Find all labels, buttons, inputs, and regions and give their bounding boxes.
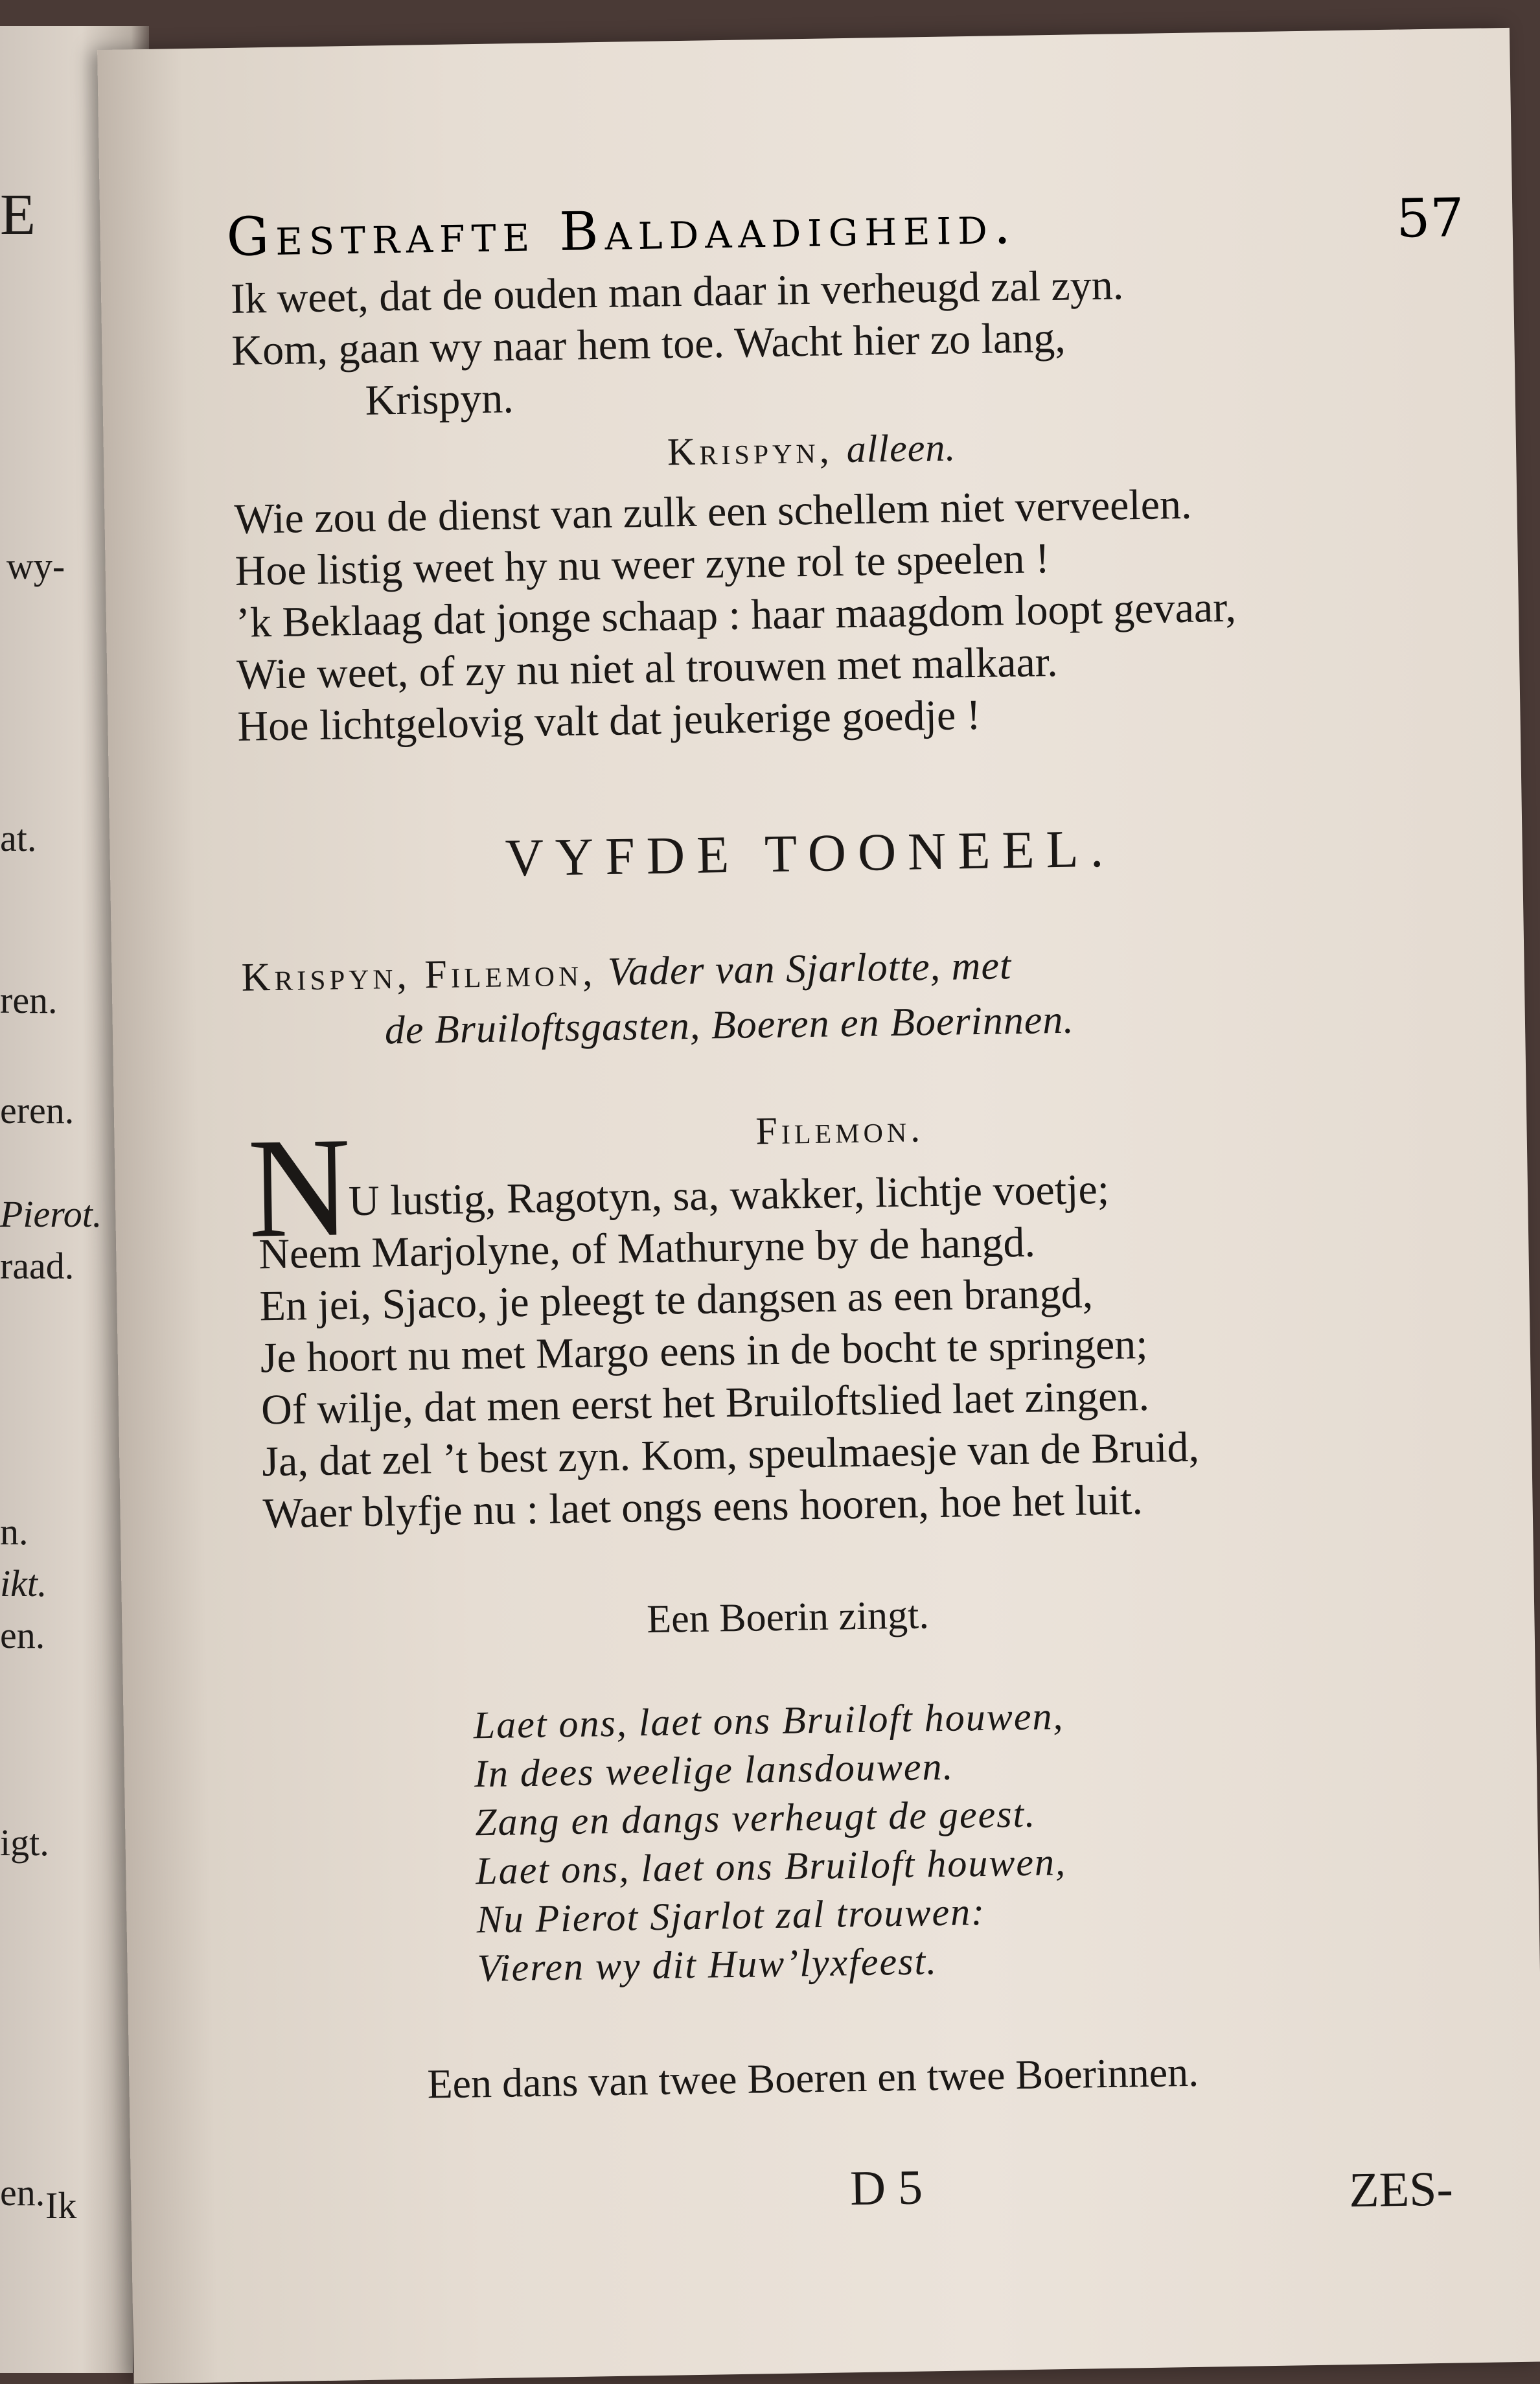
song-line: Nu Pierot Sjarlot zal trouwen:: [476, 1890, 986, 1941]
left-fragment: Pierot.: [0, 1193, 102, 1235]
verse-line: Je hoort nu met Margo eens in de bocht te springen;: [260, 1320, 1149, 1382]
verse-line: Wie zou de dienst van zulk een schellem niet verveelen.: [233, 480, 1193, 543]
verse-line: Of wilje, dat men eerst het Bruiloftslied laet zingen.: [260, 1372, 1150, 1434]
song-line: Laet ons, laet ons Bruiloft houwen,: [473, 1695, 1064, 1747]
stage-direction: Een dans van twee Boeren en twee Boerinnen.: [426, 2048, 1199, 2107]
cast-description: Vader van Sjarlotte, met: [607, 943, 1012, 994]
song-line: In dees weelige lansdouwen.: [474, 1744, 954, 1796]
song-line: Vieren wy dit Huw’lyxfeest.: [477, 1939, 938, 1990]
cast-line: [384, 997, 1074, 1054]
speaker-heading: [667, 425, 956, 474]
left-fragment: raad.: [0, 1245, 75, 1287]
verse-line: Ik weet, dat de ouden man daar in verheugd zal zyn.: [230, 261, 1124, 323]
speaker-note: alleen.: [846, 426, 956, 471]
catchword: ZES-: [1348, 2161, 1454, 2218]
left-fragment: en.: [0, 2171, 45, 2214]
verse-line: Hoe lichtgelovig valt dat jeukerige goedje !: [236, 691, 982, 750]
left-fragment: wy-: [6, 545, 65, 587]
left-fragment: Ik: [45, 2184, 77, 2227]
left-fragment: E: [0, 183, 36, 247]
cast-line: [241, 943, 1012, 1001]
song-line: Laet ons, laet ons Bruiloft houwen,: [475, 1840, 1067, 1893]
verse-line: Wie weet, of zy nu niet al trouwen met malkaar.: [236, 638, 1059, 699]
verse-line: U lustig, Ragotyn, sa, wakker, lichtje voetje;: [348, 1165, 1110, 1225]
drop-capital: N: [246, 1107, 352, 1267]
cast-description: de Bruiloftsgasten, Boeren en Boerinnen.: [384, 997, 1075, 1053]
speaker-name: Filemon.: [755, 1107, 925, 1153]
scene-title: VYFDE TOONEEL.: [505, 818, 1116, 888]
left-fragment: at.: [0, 817, 37, 859]
speaker-heading: [755, 1106, 925, 1153]
left-fragment: en.: [0, 1614, 45, 1656]
verse-line: Neem Marjolyne, of Mathuryne by de hangd.: [258, 1218, 1036, 1279]
verse-line: ’k Beklaag dat jonge schaap : haar maagdom loopt gevaar,: [235, 583, 1237, 647]
book-page: [97, 28, 1540, 2384]
left-fragment: ikt.: [0, 1562, 47, 1604]
cast-names: Krispyn, Filemon,: [241, 950, 597, 1000]
page-number: 57: [1396, 187, 1465, 250]
left-fragment: eren.: [0, 1089, 75, 1131]
verse-line: En jei, Sjaco, je pleegt te dangsen as een brangd,: [259, 1269, 1094, 1330]
stage-direction: Een Boerin zingt.: [646, 1593, 930, 1642]
verse-line: Krispyn.: [365, 375, 514, 424]
verse-line: Kom, gaan wy naar hem toe. Wacht hier zo lang,: [231, 314, 1066, 375]
running-head: [226, 187, 1464, 272]
speaker-name: Krispyn,: [667, 428, 834, 474]
left-fragment: igt.: [0, 1822, 49, 1864]
running-title: Gestrafte Baldaadigheid.: [225, 194, 1018, 269]
verse-line: Hoe listig weet hy nu weer zyne rol te speelen !: [235, 535, 1050, 595]
verse-line: Ja, dat zel ’t best zyn. Kom, speulmaesje van de Bruid,: [261, 1423, 1200, 1486]
left-fragment: ren.: [0, 979, 58, 1021]
signature-mark: D 5: [849, 2160, 923, 2216]
verse-line: Waer blyfje nu : laet ongs eens hooren, hoe het luit.: [262, 1476, 1144, 1538]
song-line: Zang en dangs verheugt de geest.: [474, 1792, 1037, 1844]
left-fragment: n.: [0, 1510, 29, 1553]
